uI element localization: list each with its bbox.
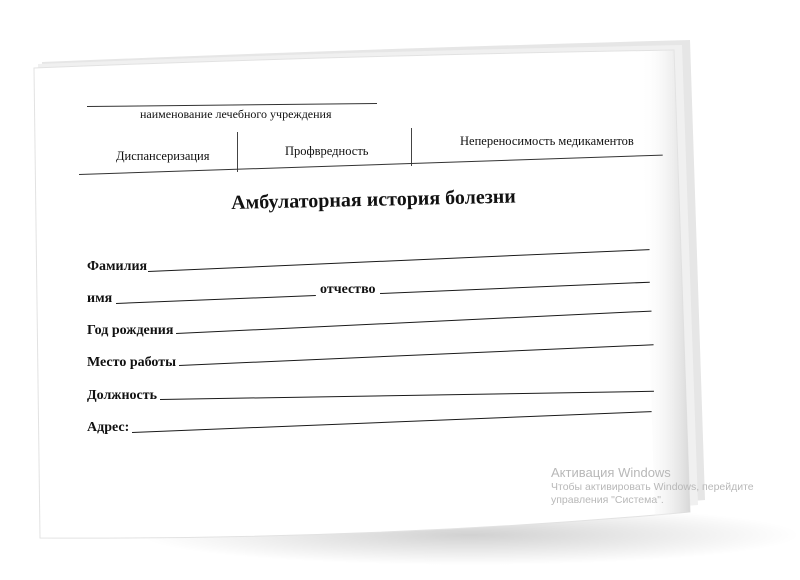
watermark-line3: управления "Система". [551, 494, 664, 506]
address-label: Адрес: [87, 420, 130, 435]
header-cell-intolerance: Непереносимость медикаментов [460, 134, 634, 148]
page-front [34, 50, 690, 538]
birth-year-label: Год рождения [87, 323, 174, 338]
institution-caption: наименование лечебного учреждения [140, 107, 332, 121]
watermark-title: Активация Windows [551, 465, 671, 480]
position-label: Должность [87, 388, 158, 403]
workplace-label: Место работы [87, 355, 177, 370]
header-cell-occupational: Профвредность [285, 144, 369, 158]
name-label: имя [87, 291, 113, 306]
watermark-line2: Чтобы активировать Windows, перейдите [551, 481, 754, 493]
surname-label: Фамилия [87, 259, 148, 274]
document-title: Амбулаторная история болезни [230, 185, 517, 214]
patronymic-label: отчество [320, 282, 376, 297]
header-cell-dispensary: Диспансеризация [116, 149, 210, 163]
